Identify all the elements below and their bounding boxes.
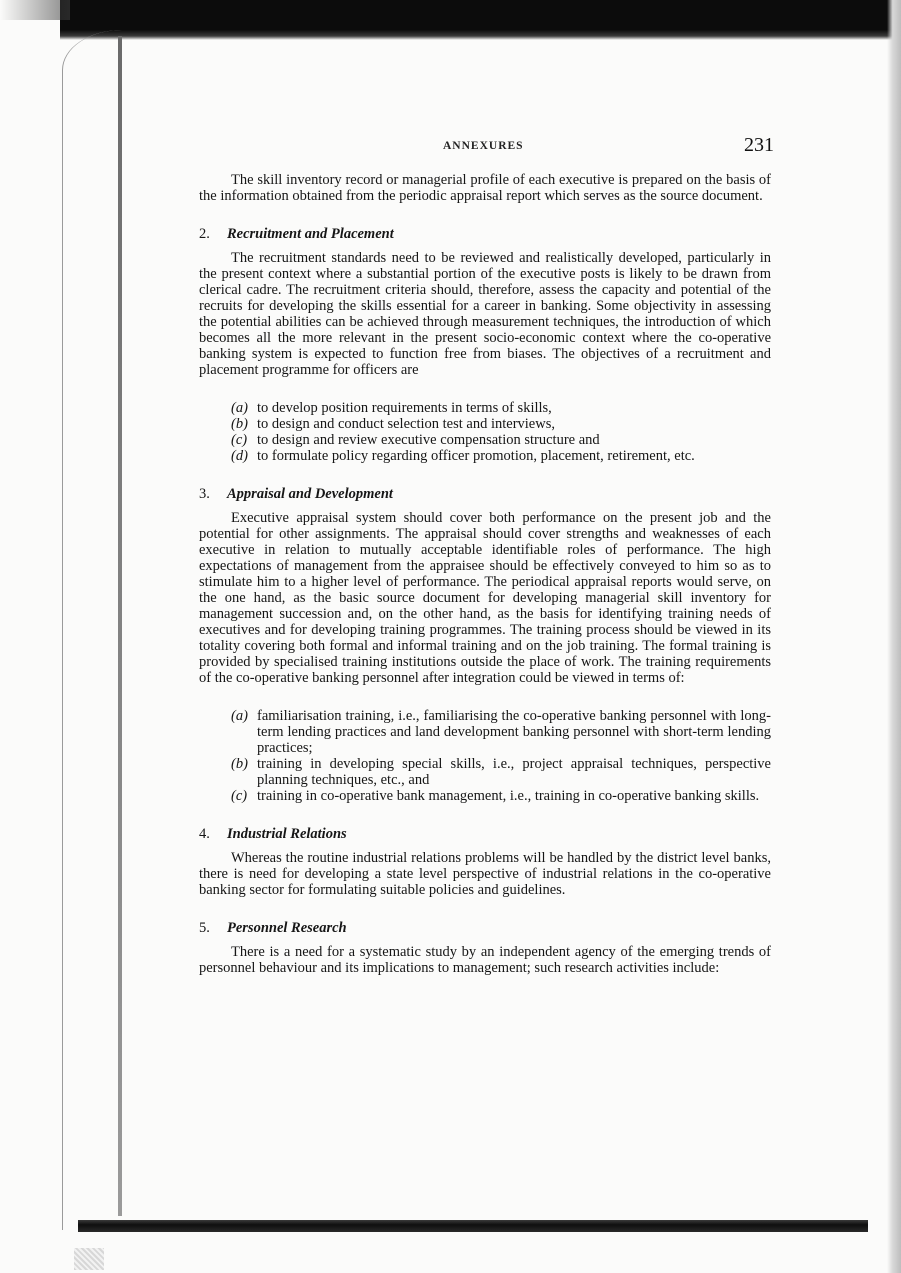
list-item [199,432,771,448]
binding-gutter [118,36,122,1216]
list-marker: (d) [231,448,248,464]
intro-paragraph: The skill inventory record or managerial profile of each executive is prepared on the basis of the information obtained from the periodic appraisal report which serves as the source document. [199,172,771,204]
section-paragraph: Whereas the routine industrial relations problems will be handled by the district level banks, there is need for developing a state level perspective of industrial relations in the co-operative banking sector for formulating suitable policies and guidelines. [199,850,771,898]
scan-corner-shadow [0,0,70,20]
list-item-text: to design and review executive compensation structure and [257,432,600,448]
section-paragraph: Executive appraisal system should cover both performance on the present job and the potential for other assignments. The appraisal should cover strengths and weaknesses of each executive in relation to mutually acceptable identifiable roles of performance. The high expectations of management from the appraisee should be effectively conveyed to him so as to stimulate him to a higher level of performance. The periodical appraisal reports would serve, on the one hand, as the basic source document for developing managerial skill inventory for management succession and, on the other hand, as the basis for identifying training needs of executives and for developing training programmes. The training process should be viewed in its totality covering both formal and informal training and on the job training. The formal training is provided by specialised training institutions outside the place of work. The training requirements of the co-operative banking personnel after integration could be viewed in terms of: [199,510,771,686]
list-item [199,448,771,464]
section-heading [199,486,771,502]
section-paragraph: There is a need for a systematic study by an independent agency of the emerging trends of personnel behaviour and its implications to management; such research activities include: [199,944,771,976]
section-number: 2. [199,226,210,242]
list-item [199,400,771,416]
section-number: 4. [199,826,210,842]
list-item-text: to develop position requirements in terms of skills, [257,400,552,416]
list-marker: (a) [231,400,248,416]
list-item [199,708,771,756]
page-number: 231 [744,134,774,156]
scan-bottom-shadow [78,1220,868,1232]
scan-top-shadow [60,0,901,40]
list-item-text: to design and conduct selection test and interviews, [257,416,555,432]
running-head: ANNEXURES [443,140,524,152]
objectives-list [199,400,771,464]
scan-right-shadow [887,0,901,1273]
section-title: Appraisal and Development [227,486,393,502]
section-paragraph: The recruitment standards need to be reviewed and realistically developed, particularly in the present context where a substantial portion of the executive posts is likely to be drawn from clerical cadre. The recruitment criteria should, therefore, assess the capacity and potential of the recruits for developing the skills essential for a career in banking. Some objectivity in assessing the potential abilities can be achieved through measurement techniques, the introduction of which becomes all the more relevant in the present socio-economic context where the co-operative banking system is expected to function free from biases. The objectives of a recruitment and placement programme for officers are [199,250,771,378]
list-item-text: familiarisation training, i.e., familiarising the co-operative banking personnel with long-term lending practices and land development banking personnel with short-term lending practices; [257,708,771,756]
list-marker: (b) [231,756,248,772]
page-edge-curve [62,30,123,1230]
section-heading [199,226,771,242]
section-title: Industrial Relations [227,826,347,842]
list-item-text: training in co-operative bank management, i.e., training in co-operative banking skills. [257,788,760,804]
section-heading [199,920,771,936]
list-item [199,416,771,432]
section-title: Personnel Research [227,920,347,936]
section-heading [199,826,771,842]
list-item-text: training in developing special skills, i.e., project appraisal techniques, perspective planning techniques, etc., and [257,756,771,788]
list-item [199,756,771,788]
section-number: 3. [199,486,210,502]
section-number: 5. [199,920,210,936]
list-marker: (c) [231,788,248,804]
list-item [199,788,771,804]
scan-noise [74,1248,104,1270]
training-list [199,708,771,804]
section-title: Recruitment and Placement [227,226,394,242]
list-marker: (a) [231,708,248,724]
list-item-text: to formulate policy regarding officer promotion, placement, retirement, etc. [257,448,695,464]
page-body [199,172,771,976]
list-marker: (c) [231,432,248,448]
list-marker: (b) [231,416,248,432]
